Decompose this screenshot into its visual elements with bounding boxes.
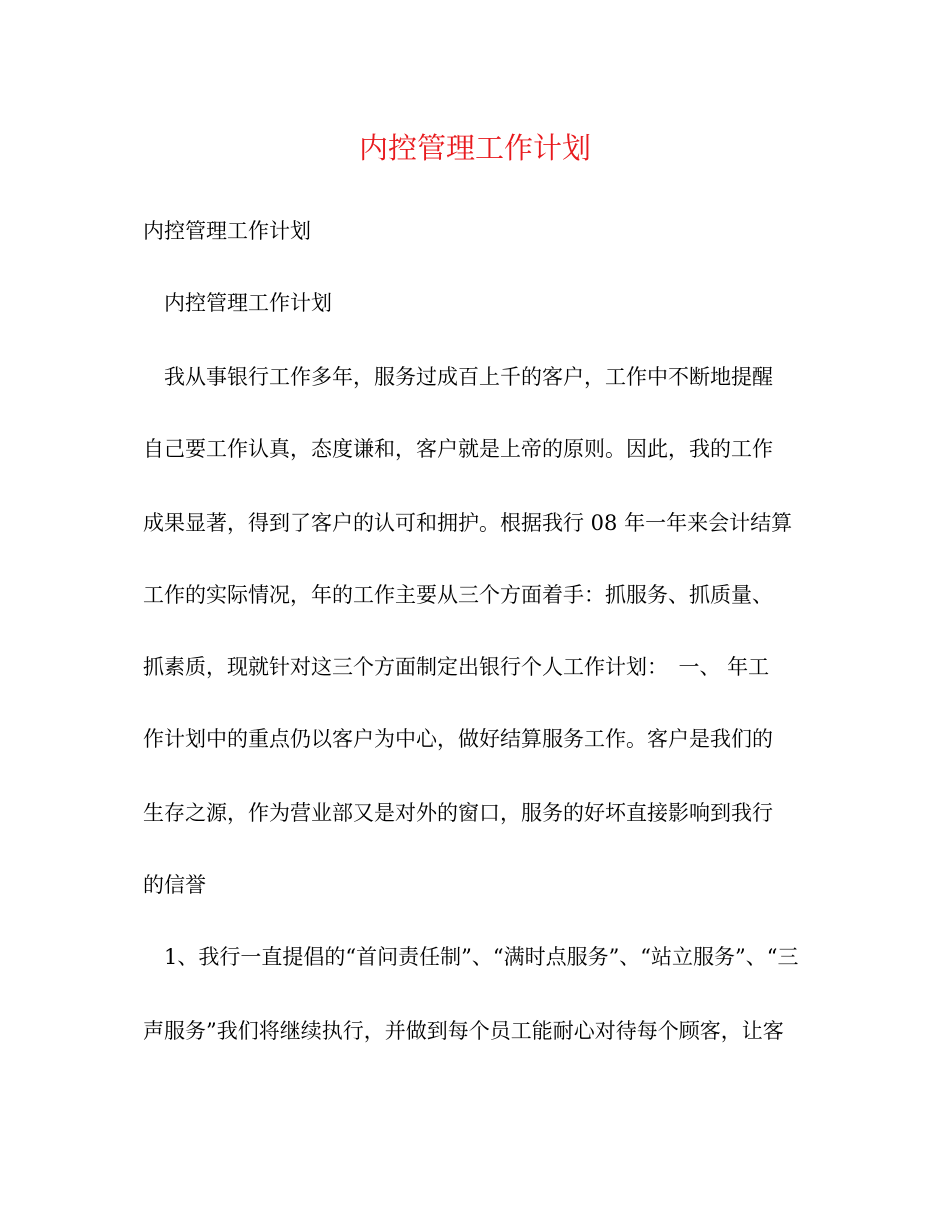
- text-line: 工作的实际情况，年的工作主要从三个方面着手：抓服务、抓质量、: [143, 583, 773, 607]
- text-line: 自己要工作认真，态度谦和，客户就是上帝的原则。因此，我的工作: [143, 437, 773, 461]
- document-title: 内控管理工作计划: [358, 131, 591, 165]
- text-line: 内控管理工作计划: [164, 291, 332, 315]
- text-line: 1、我行一直提倡的“首问责任制”、“满时点服务”、“站立服务”、“三: [164, 945, 799, 969]
- text-line: 作计划中的重点仍以客户为中心，做好结算服务工作。客户是我们的: [143, 727, 773, 751]
- text-line: 的信誉: [143, 873, 206, 897]
- text-line: 抓素质，现就针对这三个方面制定出银行个人工作计划： 一、 年工: [143, 655, 770, 679]
- text-line: 我从事银行工作多年，服务过成百上千的客户，工作中不断地提醒: [164, 365, 773, 389]
- text-line: 内控管理工作计划: [143, 219, 311, 243]
- text-line: 声服务”我们将继续执行，并做到每个员工能耐心对待每个顾客，让客: [143, 1019, 784, 1043]
- text-line: 生存之源，作为营业部又是对外的窗口，服务的好坏直接影响到我行: [143, 801, 773, 825]
- text-line: 成果显著，得到了客户的认可和拥护。根据我行 08 年一年来会计结算: [143, 511, 793, 535]
